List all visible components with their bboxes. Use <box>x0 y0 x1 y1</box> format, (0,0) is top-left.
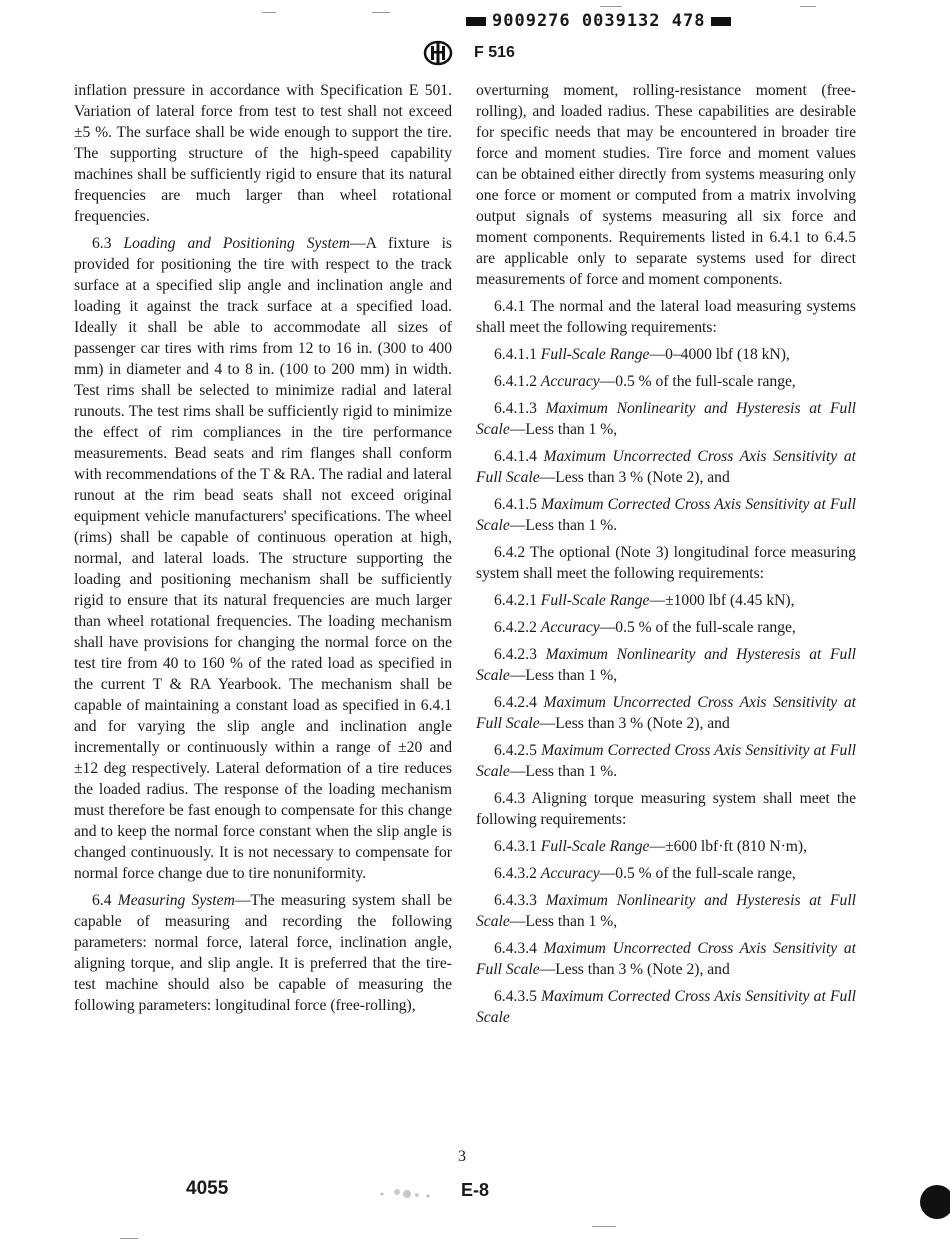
scan-speck <box>372 12 390 13</box>
paragraph <box>476 986 856 1028</box>
paragraph <box>476 446 856 488</box>
section-number: 6.4.3.2 <box>494 865 537 882</box>
paragraph <box>74 233 452 884</box>
section-number: 6.4.1.3 <box>494 400 537 417</box>
section-number: 6.4.1.1 <box>494 346 537 363</box>
paragraph-text: The optional (Note 3) longitudinal force measuring system shall meet the following requirements: <box>476 544 856 582</box>
paragraph-text: overturning moment, rolling-resistance moment (free-rolling), and loaded radius. These capabilities are desirable for specific needs that may be encountered in broader tire force and moment studies. Tire force and moment values can be obtained either directly from systems measuring only one force or moment or computed from a matrix involving output signals of systems measuring all six force and moment components. Requirements listed in 6.4.1 to 6.4.5 are applicable only to separate systems used for direct measurements of force and moment components. <box>476 82 856 288</box>
paragraph-text: —Less than 1 %. <box>509 517 618 534</box>
scan-speck <box>592 1226 616 1227</box>
right-column <box>476 80 856 1028</box>
paragraph <box>476 836 856 857</box>
page-number: 3 <box>458 1148 466 1165</box>
barcode-text: 9009276 0039132 478 <box>492 11 706 31</box>
ink-blot-mark <box>920 1185 950 1219</box>
paragraph-text: The normal and the lateral load measuring systems shall meet the following requirements: <box>476 298 856 336</box>
paragraph-text: —±600 lbf·ft (810 N·m), <box>649 838 808 855</box>
section-title: Accuracy <box>540 373 600 390</box>
section-number: 6.4 <box>92 892 112 909</box>
section-number: 6.4.2.5 <box>494 742 537 759</box>
paragraph-text: —±1000 lbf (4.45 kN), <box>649 592 795 609</box>
standard-designation: F 516 <box>474 44 515 61</box>
scan-speck <box>800 6 816 7</box>
paragraph <box>476 938 856 980</box>
section-number: 6.4.1.2 <box>494 373 537 390</box>
section-number: 6.3 <box>92 235 112 252</box>
scan-smudge-mark <box>362 1186 442 1200</box>
section-title: Maximum Nonlinearity and Hysteresis at Full Scale <box>476 400 856 438</box>
section-number: 6.4.3.1 <box>494 838 537 855</box>
astm-logo-icon <box>423 40 453 66</box>
paragraph-text: —Less than 1 %, <box>509 913 618 930</box>
section-title: Accuracy <box>540 865 600 882</box>
section-number: 6.4.3.4 <box>494 940 537 957</box>
section-title: Full-Scale Range <box>540 838 650 855</box>
paragraph <box>476 590 856 611</box>
section-title: Full-Scale Range <box>540 346 650 363</box>
section-title: Maximum Uncorrected Cross Axis Sensitivity at Full Scale <box>476 940 856 978</box>
paragraph <box>476 788 856 830</box>
left-column <box>74 80 452 1016</box>
section-number: 6.4.1.4 <box>494 448 537 465</box>
section-title: Maximum Corrected Cross Axis Sensitivity at Full Scale <box>476 496 856 534</box>
section-number: 6.4.3 <box>494 790 526 807</box>
paragraph-text: inflation pressure in accordance with Specification E 501. Variation of lateral force from test to test shall not exceed ±5 %. The surface shall be wide enough to support the tire. The supporting structure of the high-speed capability machines shall be sufficiently rigid to ensure that its natural frequencies are much larger than wheel rotational frequencies. <box>74 82 452 225</box>
paragraph <box>74 890 452 1016</box>
section-title: Maximum Uncorrected Cross Axis Sensitivity at Full Scale <box>476 448 856 486</box>
paragraph-text: —0.5 % of the full-scale range, <box>599 865 796 882</box>
section-title: Full-Scale Range <box>540 592 650 609</box>
section-title: Maximum Corrected Cross Axis Sensitivity at Full Scale <box>476 742 856 780</box>
paragraph <box>476 371 856 392</box>
paragraph-text: —The measuring system shall be capable of measuring and recording the following parameters: normal force, lateral force, inclination angle, aligning torque, and slip angle. It is preferred that the tire-test machine should also be capable of measuring the following parameters: longitudinal force (free-rolling), <box>74 892 452 1014</box>
section-number: 6.4.2 <box>494 544 526 561</box>
section-number: 6.4.2.2 <box>494 619 537 636</box>
paragraph-text: —Less than 3 % (Note 2), and <box>539 469 730 486</box>
scan-speck <box>120 1238 138 1239</box>
header-barcode <box>460 11 737 31</box>
section-title: Measuring System <box>117 892 235 909</box>
section-number: 6.4.2.4 <box>494 694 537 711</box>
section-title: Accuracy <box>540 619 600 636</box>
scan-speck <box>600 6 622 7</box>
section-number: 6.4.2.3 <box>494 646 537 663</box>
footer-left-code: 4055 <box>186 1178 229 1199</box>
paragraph <box>74 80 452 227</box>
paragraph <box>476 494 856 536</box>
section-number: 6.4.3.5 <box>494 988 537 1005</box>
section-number: 6.4.1 <box>494 298 526 315</box>
footer-right-code: E-8 <box>461 1180 490 1200</box>
paragraph-text: —0.5 % of the full-scale range, <box>599 373 796 390</box>
paragraph <box>476 692 856 734</box>
paragraph <box>476 344 856 365</box>
paragraph-text: —Less than 3 % (Note 2), and <box>539 961 730 978</box>
section-title: Maximum Nonlinearity and Hysteresis at Full Scale <box>476 892 856 930</box>
section-title: Maximum Corrected Cross Axis Sensitivity at Full Scale <box>476 988 856 1026</box>
section-title: Loading and Positioning System <box>123 235 351 252</box>
paragraph <box>476 398 856 440</box>
paragraph <box>476 644 856 686</box>
paragraph-text: —0–4000 lbf (18 kN), <box>649 346 790 363</box>
paragraph <box>476 740 856 782</box>
section-number: 6.4.1.5 <box>494 496 537 513</box>
paragraph-text: —A fixture is provided for positioning the tire with respect to the track surface at a specified slip angle and inclination angle and loading it against the track surface at a specified load. Ideally it shall be able to accommodate all sizes of passenger car tires with rims from 12 to 16 in. (300 to 400 mm) in diameter and 4 to 8 in. (100 to 200 mm) in width. Test rims shall be selected to minimize radial and lateral runouts. The test rims shall be sufficiently rigid to minimize the effect of rim compliances in the tire performance measurements. Bead seats and rim flanges shall conform with recommendations of the T & RA. The radial and lateral runout at the rim bead seats shall not exceed original equipment vehicle manufacturers' specifications. The wheel (rims) shall be capable of continuous operation at high, normal, and lateral loads. The structure supporting the loading and positioning mechanism shall be sufficiently rigid to ensure that its natural frequencies are much larger than wheel rotational frequencies. The loading mechanism shall have provisions for changing the normal force on the test tire from 40 to 160 % of the rated load as specified in the current T & RA Yearbook. The mechanism shall be capable of maintaining a constant load as specified in 6.4.1 and for varying the slip angle and inclination angle incrementally or continuously within a range of ±20 and ±12 deg respectively. Lateral deformation of a tire reduces the loaded radius. The response of the loading mechanism must therefore be fast enough to compensate for this change and to keep the normal force constant when the slip angle is changed continuously. It is not necessary to compensate for normal force change due to tire nonuniformity. <box>74 235 452 882</box>
section-title: Maximum Nonlinearity and Hysteresis at Full Scale <box>476 646 856 684</box>
paragraph <box>476 296 856 338</box>
paragraph <box>476 863 856 884</box>
scan-speck <box>262 12 276 13</box>
paragraph <box>476 890 856 932</box>
section-title: Maximum Uncorrected Cross Axis Sensitivity at Full Scale <box>476 694 856 732</box>
paragraph <box>476 542 856 584</box>
paragraph-text: Aligning torque measuring system shall meet the following requirements: <box>476 790 856 828</box>
paragraph-text: —Less than 1 %, <box>509 421 618 438</box>
barcode-bar-left <box>466 17 486 26</box>
paragraph <box>476 617 856 638</box>
paragraph-text: —Less than 1 %. <box>509 763 618 780</box>
paragraph-text: —Less than 3 % (Note 2), and <box>539 715 730 732</box>
paragraph-text: —Less than 1 %, <box>509 667 618 684</box>
section-number: 6.4.3.3 <box>494 892 537 909</box>
barcode-bar-right <box>711 17 731 26</box>
section-number: 6.4.2.1 <box>494 592 537 609</box>
paragraph <box>476 80 856 290</box>
paragraph-text: —0.5 % of the full-scale range, <box>599 619 796 636</box>
